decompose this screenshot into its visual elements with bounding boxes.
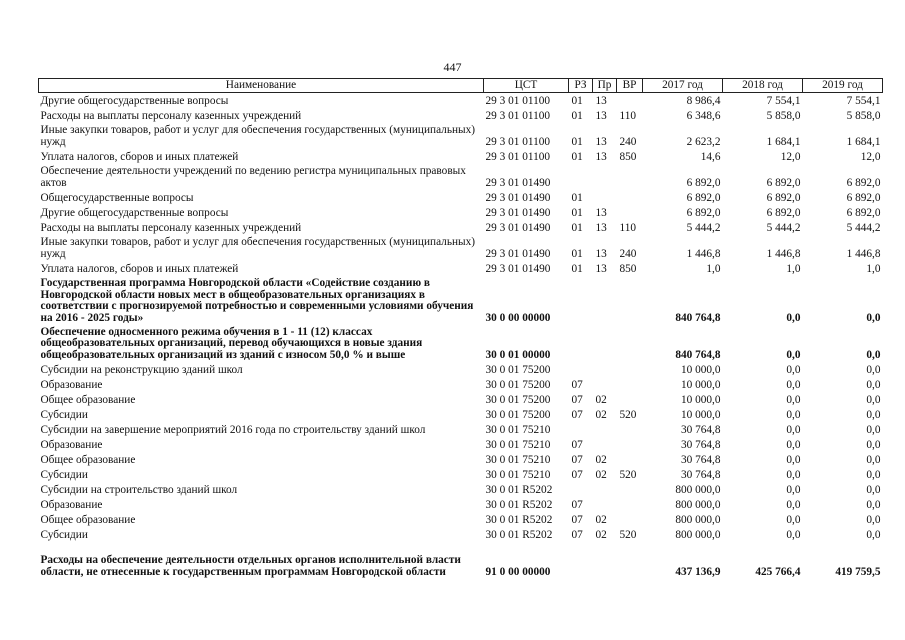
row-2019: 0,0 [866,439,881,452]
row-cst: 30 0 01 75200 [485,364,551,377]
row-rz [569,325,593,362]
row-2018: 0,0 [786,454,801,467]
row-2017: 10 000,0 [680,409,721,422]
row-2018: 0,0 [786,469,801,482]
table-header [39,79,883,93]
row-2017: 800 000,0 [675,484,721,497]
row-rz [569,362,593,377]
row-name: Субсидии [40,529,88,542]
row-2019: 12,0 [860,151,881,164]
row-name: Субсидии на завершение мероприятий 2016 года по строительству зданий школ [40,424,426,437]
row-2019: 0,0 [866,312,881,325]
row-name: Общее образование [40,394,136,407]
row-2018: 12,0 [780,151,801,164]
row-pr: 13 [595,222,607,235]
row-name: Расходы на выплаты персоналу казенных учреждений [40,110,302,123]
row-pr: 02 [595,454,607,467]
row-2018: 0,0 [786,409,801,422]
row-rz [569,422,593,437]
row-2018: 1 684,1 [766,136,801,149]
row-cst: 30 0 01 00000 [485,349,551,362]
row-2017: 14,6 [700,151,721,164]
row-cst: 30 0 01 75200 [485,379,551,392]
row-2017: 840 764,8 [675,349,721,362]
row-vr [617,276,643,325]
row-2017: 8 986,4 [686,95,721,108]
row-2017: 2 623,2 [686,136,721,149]
row-name: Другие общегосударственные вопросы [40,95,229,108]
row-rz: 07 [571,379,583,392]
table-row [39,512,883,527]
row-name: Расходы на обеспечение деятельности отдельных органов исполнительной власти области, не отнесенные к государственным программам Новгородской области [40,554,461,579]
row-cst: 30 0 01 R5202 [485,484,553,497]
row-pr: 02 [595,514,607,527]
row-name: Государственная программа Новгородской области «Содействие созданию в Новгородской области новых мест в общеобразовательных организациях в соответствии с прогнозируемой потребностью и современными условиями обучения на 2016 - 2025 годы» [40,276,474,325]
row-rz: 01 [571,95,583,108]
row-2017: 5 444,2 [686,222,721,235]
row-name: Общее образование [40,514,136,527]
row-rz: 01 [571,263,583,276]
row-2017: 1,0 [706,263,721,276]
row-pr [593,276,617,325]
row-2017: 6 892,0 [686,177,721,190]
page-number: 447 [443,60,462,74]
row-pr [593,422,617,437]
row-2019: 0,0 [866,424,881,437]
row-vr: 110 [619,110,637,123]
row-2017: 1 446,8 [686,248,721,261]
table-row [39,527,883,542]
row-vr: 240 [619,136,637,149]
header-name: Наименование [39,79,484,93]
row-vr [617,482,643,497]
table-row [39,482,883,497]
row-2018: 0,0 [786,394,801,407]
table-row [39,377,883,392]
row-pr: 02 [595,529,607,542]
row-rz: 07 [571,469,583,482]
table-row [39,276,883,325]
row-name: Субсидии [40,409,88,422]
row-pr: 13 [595,110,607,123]
row-pr: 13 [595,207,607,220]
row-name: Расходы на выплаты персоналу казенных учреждений [40,222,302,235]
table-row [39,149,883,164]
row-name: Другие общегосударственные вопросы [40,207,229,220]
row-2018: 425 766,4 [755,566,801,579]
row-cst: 29 3 01 01100 [485,95,551,108]
row-vr [617,93,643,109]
row-vr [617,512,643,527]
table-row [39,220,883,235]
row-rz: 01 [571,136,583,149]
row-cst: 30 0 01 75210 [485,469,551,482]
table-row [39,542,883,579]
table-row [39,108,883,123]
row-vr [617,437,643,452]
row-vr [617,392,643,407]
row-name: Общее образование [40,454,136,467]
row-vr [617,452,643,467]
row-2018: 1,0 [786,263,801,276]
row-pr [593,482,617,497]
row-2017: 800 000,0 [675,499,721,512]
header-2017: 2017 год [643,79,723,93]
row-name: Образование [40,439,103,452]
row-2019: 5 444,2 [846,222,881,235]
row-2018: 7 554,1 [766,95,801,108]
row-cst: 29 3 01 01490 [485,263,551,276]
row-2019: 0,0 [866,499,881,512]
row-rz: 07 [571,499,583,512]
table-row [39,407,883,422]
row-name: Уплата налогов, сборов и иных платежей [40,263,239,276]
row-pr: 02 [595,469,607,482]
table-row [39,325,883,362]
row-name: Иные закупки товаров, работ и услуг для обеспечения государственных (муниципальных) нужд [40,236,476,261]
row-2019: 0,0 [866,409,881,422]
table-row [39,123,883,149]
row-pr: 13 [595,263,607,276]
row-vr: 520 [619,409,637,422]
row-2018: 0,0 [786,439,801,452]
row-2019: 0,0 [866,484,881,497]
header-pr: Пр [593,79,617,93]
row-2019: 5 858,0 [846,110,881,123]
row-pr [593,437,617,452]
row-rz: 01 [571,192,583,205]
header-2018: 2018 год [723,79,803,93]
row-cst: 29 3 01 01100 [485,136,551,149]
row-vr [617,164,643,190]
row-2018: 6 892,0 [766,177,801,190]
row-rz: 07 [571,454,583,467]
row-name: Субсидии на строительство зданий школ [40,484,238,497]
row-rz: 01 [571,207,583,220]
row-2018: 1 446,8 [766,248,801,261]
row-2017: 800 000,0 [675,529,721,542]
row-2017: 30 764,8 [680,439,721,452]
row-rz: 07 [571,409,583,422]
row-cst: 30 0 01 75200 [485,409,551,422]
row-cst: 30 0 01 R5202 [485,499,553,512]
row-rz: 07 [571,394,583,407]
row-rz: 01 [571,248,583,261]
row-2018: 6 892,0 [766,192,801,205]
row-2017: 6 348,6 [686,110,721,123]
row-vr: 850 [619,151,637,164]
row-2019: 0,0 [866,469,881,482]
row-2017: 30 764,8 [680,454,721,467]
row-name: Субсидии [40,469,88,482]
row-name: Общегосударственные вопросы [40,192,194,205]
row-name: Образование [40,379,103,392]
table-row [39,190,883,205]
row-vr: 850 [619,263,637,276]
row-2017: 6 892,0 [686,192,721,205]
header-rz: РЗ [569,79,593,93]
row-2018: 0,0 [786,349,801,362]
row-vr [617,497,643,512]
row-name: Уплата налогов, сборов и иных платежей [40,151,239,164]
row-vr [617,362,643,377]
header-2019: 2019 год [803,79,883,93]
table-row [39,261,883,276]
row-pr [593,164,617,190]
row-2018: 0,0 [786,312,801,325]
table-body [39,93,883,580]
row-vr: 520 [619,469,637,482]
row-vr [617,377,643,392]
row-2017: 840 764,8 [675,312,721,325]
row-cst: 29 3 01 01490 [485,207,551,220]
row-rz: 01 [571,222,583,235]
row-cst: 30 0 01 75210 [485,424,551,437]
row-2017: 10 000,0 [680,379,721,392]
table-row [39,467,883,482]
row-pr: 13 [595,151,607,164]
row-2018: 5 444,2 [766,222,801,235]
row-2019: 1,0 [866,263,881,276]
row-name: Субсидии на реконструкцию зданий школ [40,364,243,377]
row-2018: 0,0 [786,364,801,377]
row-2019: 6 892,0 [846,177,881,190]
row-2019: 7 554,1 [846,95,881,108]
table-row [39,205,883,220]
row-name: Образование [40,499,103,512]
row-rz [569,542,593,579]
row-vr [617,542,643,579]
row-2019: 0,0 [866,454,881,467]
row-2018: 0,0 [786,529,801,542]
row-2018: 0,0 [786,484,801,497]
row-cst: 30 0 01 R5202 [485,529,553,542]
row-name: Иные закупки товаров, работ и услуг для обеспечения государственных (муниципальных) нужд [40,124,476,149]
row-rz: 07 [571,514,583,527]
row-2019: 0,0 [866,379,881,392]
row-2017: 800 000,0 [675,514,721,527]
row-2017: 30 764,8 [680,469,721,482]
row-rz [569,276,593,325]
table-row [39,497,883,512]
header-vr: ВР [617,79,643,93]
row-rz: 01 [571,110,583,123]
row-pr: 13 [595,136,607,149]
row-pr [593,542,617,579]
row-vr [617,325,643,362]
row-2018: 5 858,0 [766,110,801,123]
row-vr: 240 [619,248,637,261]
table-row [39,392,883,407]
table-row [39,452,883,467]
row-2017: 437 136,9 [675,566,721,579]
row-pr: 02 [595,394,607,407]
row-cst: 29 3 01 01490 [485,222,551,235]
table-row [39,422,883,437]
row-2018: 6 892,0 [766,207,801,220]
table-row [39,362,883,377]
row-2017: 30 764,8 [680,424,721,437]
row-cst: 30 0 01 75210 [485,454,551,467]
row-2019: 0,0 [866,529,881,542]
row-2019: 1 446,8 [846,248,881,261]
row-2019: 1 684,1 [846,136,881,149]
table-row [39,437,883,452]
row-2018: 0,0 [786,379,801,392]
header-cst: ЦСТ [484,79,569,93]
row-vr: 520 [619,529,637,542]
row-cst: 29 3 01 01490 [485,192,551,205]
row-2017: 6 892,0 [686,207,721,220]
row-2019: 419 759,5 [835,566,881,579]
row-pr: 13 [595,248,607,261]
row-cst: 30 0 01 75200 [485,394,551,407]
row-rz [569,482,593,497]
row-cst: 30 0 01 75210 [485,439,551,452]
row-pr: 13 [595,95,607,108]
row-pr: 02 [595,409,607,422]
row-rz: 07 [571,529,583,542]
table-row [39,235,883,261]
row-2018: 0,0 [786,499,801,512]
row-cst: 29 3 01 01490 [485,248,551,261]
row-2019: 0,0 [866,394,881,407]
row-cst: 30 0 00 00000 [485,312,551,325]
row-name: Обеспечение деятельности учреждений по ведению регистра муниципальных правовых актов [40,165,466,190]
row-pr [593,362,617,377]
row-2019: 6 892,0 [846,207,881,220]
row-rz: 07 [571,439,583,452]
row-2019: 0,0 [866,364,881,377]
row-cst: 29 3 01 01490 [485,177,551,190]
row-pr [593,377,617,392]
row-2017: 10 000,0 [680,364,721,377]
row-cst: 29 3 01 01100 [485,110,551,123]
row-vr [617,422,643,437]
row-rz [569,164,593,190]
row-pr [593,190,617,205]
row-pr [593,497,617,512]
row-2019: 0,0 [866,514,881,527]
budget-table [38,78,883,579]
row-2019: 6 892,0 [846,192,881,205]
row-cst: 30 0 01 R5202 [485,514,553,527]
row-2017: 10 000,0 [680,394,721,407]
row-vr [617,205,643,220]
row-2018: 0,0 [786,424,801,437]
row-2019: 0,0 [866,349,881,362]
row-2018: 0,0 [786,514,801,527]
table-row [39,93,883,109]
row-vr: 110 [619,222,637,235]
table-row [39,164,883,190]
row-rz: 01 [571,151,583,164]
row-pr [593,325,617,362]
row-cst: 29 3 01 01100 [485,151,551,164]
row-name: Обеспечение односменного режима обучения в 1 - 11 (12) классах общеобразовательных организаций, перевод обучающихся в новые здания общеобразовательных организаций из зданий с износом 50,0 % и выше [40,325,423,362]
row-vr [617,190,643,205]
row-cst: 91 0 00 00000 [485,566,551,579]
